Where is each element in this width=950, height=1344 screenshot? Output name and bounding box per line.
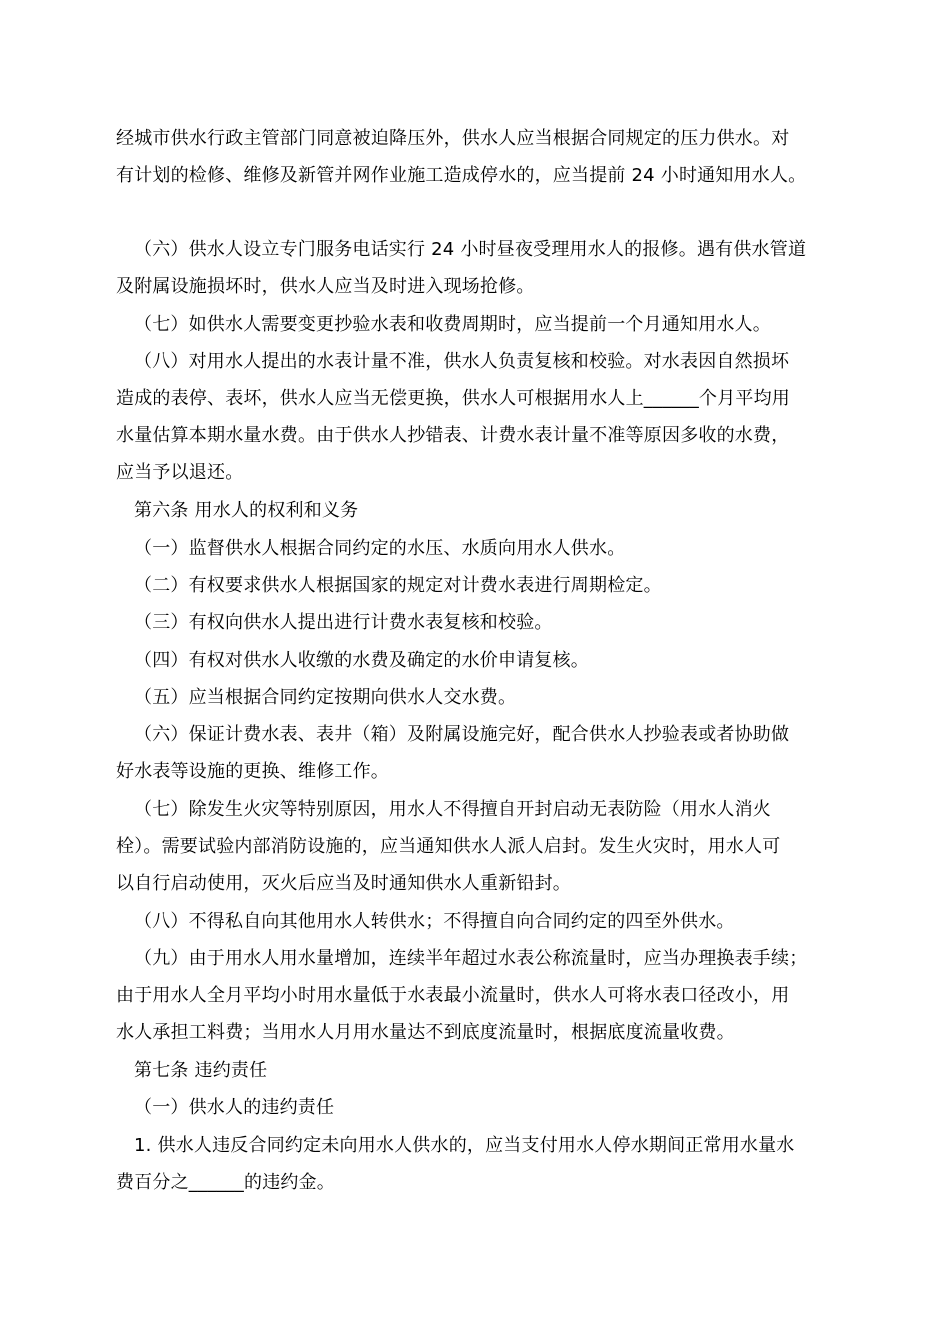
- clause-6-service-phone: [116, 231, 836, 305]
- text-line: （一）供水人的违约责任: [134, 1097, 335, 1118]
- text-line: 造成的表停、表坏，供水人应当无偿更换，供水人可根据用水人上______个月平均用: [116, 388, 790, 409]
- article-6-item-9: [116, 940, 836, 1051]
- article-7-subitem-1: [116, 1127, 836, 1201]
- text-line: （八）对用水人提出的水表计量不准，供水人负责复核和校验。对水表因自然损坏: [134, 351, 790, 372]
- text-line: （六）供水人设立专门服务电话实行 24 小时昼夜受理用水人的报修。遇有供水管道: [134, 239, 807, 260]
- text-line: 由于用水人全月平均小时用水量低于水表最小流量时，供水人可将水表口径改小，用: [116, 985, 790, 1006]
- text-line: 好水表等设施的更换、维修工作。: [116, 761, 389, 782]
- text-line: 第六条 用水人的权利和义务: [134, 500, 359, 521]
- clause-8-meter-accuracy: [116, 343, 836, 491]
- text-line: 应当予以退还。: [116, 462, 244, 483]
- text-line: （六）保证计费水表、表井（箱）及附属设施完好，配合供水人抄验表或者协助做: [134, 724, 790, 745]
- article-6-heading: [116, 492, 836, 529]
- text-line: 第七条 违约责任: [134, 1060, 268, 1081]
- text-line: （七）如供水人需要变更抄验水表和收费周期时，应当提前一个月通知用水人。: [134, 314, 771, 335]
- text-line: 1. 供水人违反合同约定未向用水人供水的，应当支付用水人停水期间正常用水量水: [134, 1135, 795, 1156]
- text-line: （五）应当根据合同约定按期向供水人交水费。: [134, 687, 517, 708]
- text-line: 以自行启动使用，灭火后应当及时通知供水人重新铅封。: [116, 873, 571, 894]
- clause-7-meter-cycle: [116, 306, 836, 343]
- text-line: 经城市供水行政主管部门同意被迫降压外，供水人应当根据合同规定的压力供水。对: [116, 128, 790, 149]
- article-6-item-1: [116, 530, 836, 567]
- text-line: （八）不得私自向其他用水人转供水；不得擅自向合同约定的四至外供水。: [134, 911, 735, 932]
- text-line: 及附属设施损坏时，供水人应当及时进入现场抢修。: [116, 276, 535, 297]
- text-line: 费百分之______的违约金。: [116, 1172, 335, 1193]
- article-7-item-1: [116, 1089, 836, 1126]
- text-line: 水量估算本期水量水费。由于供水人抄错表、计费水表计量不准等原因多收的水费，: [116, 425, 790, 446]
- article-6-item-4: [116, 642, 836, 679]
- article-6-item-8: [116, 903, 836, 940]
- article-6-item-7: [116, 791, 836, 902]
- text-line: 水人承担工料费；当用水人月用水量达不到底度流量时，根据底度流量收费。: [116, 1022, 735, 1043]
- text-line: （七）除发生火灾等特别原因，用水人不得擅自开封启动无表防险（用水人消火: [134, 799, 771, 820]
- text-line: 有计划的检修、维修及新管并网作业施工造成停水的，应当提前 24 小时通知用水人。: [116, 165, 807, 186]
- article-6-item-2: [116, 567, 836, 604]
- text-line: （一）监督供水人根据合同约定的水压、水质向用水人供水。: [134, 538, 626, 559]
- article-6-item-3: [116, 604, 836, 641]
- text-line: （三）有权向供水人提出进行计费水表复核和校验。: [134, 612, 553, 633]
- article-7-heading: [116, 1052, 836, 1089]
- text-line: 栓）。需要试验内部消防设施的，应当通知供水人派人启封。发生火灾时，用水人可: [116, 836, 781, 857]
- paragraph-pressure-supply: [116, 120, 836, 194]
- text-line: （二）有权要求供水人根据国家的规定对计费水表进行周期检定。: [134, 575, 662, 596]
- article-6-item-5: [116, 679, 836, 716]
- text-line: （四）有权对供水人收缴的水费及确定的水价申请复核。: [134, 650, 589, 671]
- article-6-item-6: [116, 716, 836, 790]
- text-line: （九）由于用水人用水量增加，连续半年超过水表公称流量时，应当办理换表手续；: [134, 948, 808, 969]
